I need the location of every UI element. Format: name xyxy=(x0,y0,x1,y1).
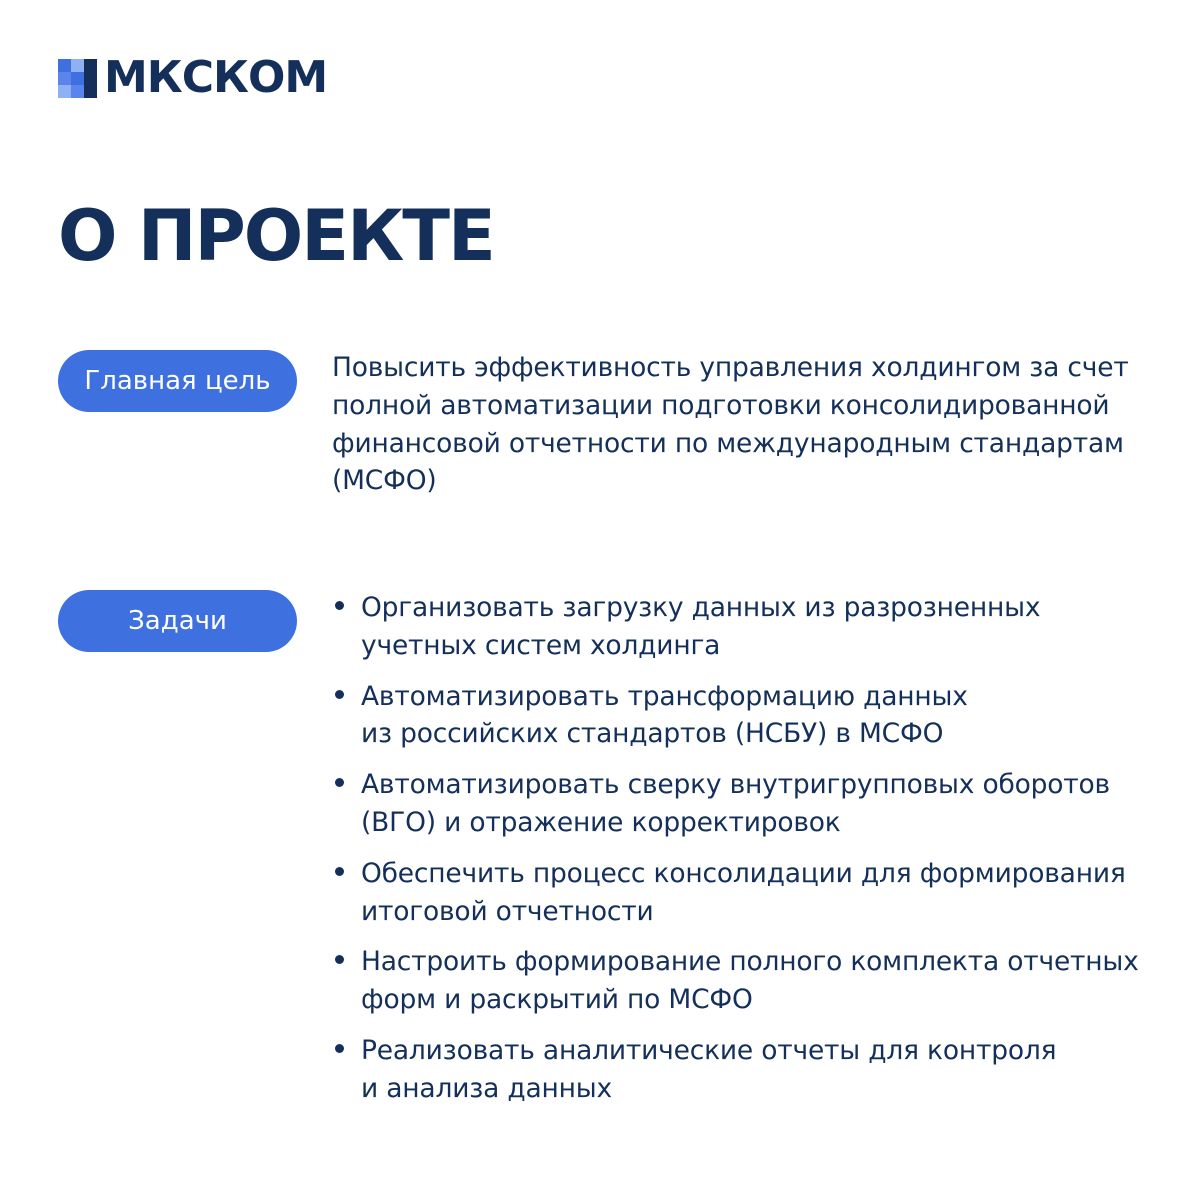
goal-text-line: полной автоматизации подготовки консолидированной xyxy=(332,389,1110,421)
task-item-line: Настроить формирование полного комплекта отчетных xyxy=(361,946,1139,978)
task-item-line: и анализа данных xyxy=(361,1072,612,1104)
task-item-line: Организовать загрузку данных из разрозненных xyxy=(361,592,1041,623)
task-item-line: Обеспечить процесс консолидации для формирования xyxy=(361,857,1126,889)
task-item-line: Автоматизировать сверку внутригрупповых оборотов xyxy=(361,769,1110,801)
task-item-line: из российских стандартов (НСБУ) в МСФО xyxy=(361,718,944,750)
goal-text-line: Повысить эффективность управления холдингом за счет xyxy=(332,352,1129,383)
task-item-line: Реализовать аналитические отчеты для контроля xyxy=(361,1034,1057,1066)
task-item xyxy=(332,766,1172,842)
task-list xyxy=(332,589,1172,1121)
task-item-line: форм и раскрытий по МСФО xyxy=(361,984,753,1016)
task-item-line: итоговой отчетности xyxy=(361,895,654,927)
task-item-line: Автоматизировать трансформацию данных xyxy=(361,680,968,712)
task-item xyxy=(332,589,1172,665)
goal-text-line: (МСФО) xyxy=(332,465,437,497)
goal-text-line: финансовой отчетности по международным стандартам xyxy=(332,427,1124,459)
task-item-line: учетных систем холдинга xyxy=(361,629,721,661)
tasks-label-badge: Задачи xyxy=(58,590,297,652)
logo-mark-icon xyxy=(58,59,96,97)
task-item-line: (ВГО) и отражение корректировок xyxy=(361,806,841,838)
task-item xyxy=(332,943,1172,1019)
goal-text xyxy=(332,349,1162,500)
task-item xyxy=(332,855,1172,931)
page-title: О ПРОЕКТЕ xyxy=(58,195,494,277)
task-item xyxy=(332,678,1172,754)
logo-text: МКСКОМ xyxy=(104,52,328,103)
logo xyxy=(58,52,328,103)
task-item xyxy=(332,1032,1172,1108)
goal-label-badge: Главная цель xyxy=(58,350,297,412)
